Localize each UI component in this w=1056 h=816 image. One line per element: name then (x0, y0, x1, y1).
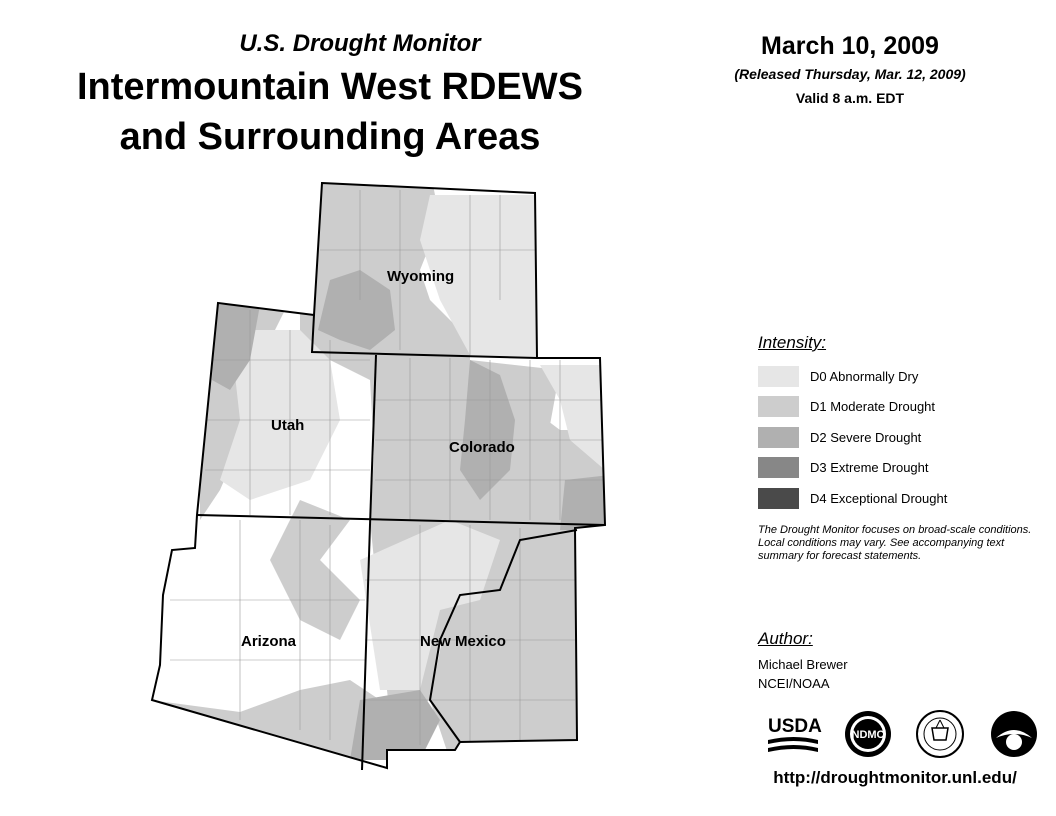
commerce-seal-logo (914, 708, 966, 760)
state-label-new-mexico: New Mexico (420, 633, 506, 650)
drought-areas (150, 170, 620, 760)
author-org: NCEI/NOAA (758, 676, 830, 691)
state-label-wyoming: Wyoming (387, 268, 455, 285)
d2-area-eastco (560, 475, 610, 530)
legend-swatch-d1 (758, 396, 799, 417)
legend-item-d2 (758, 427, 998, 449)
legend-swatch-d0 (758, 366, 799, 387)
map-supertitle: U.S. Drought Monitor (239, 30, 481, 57)
usda-logo (766, 708, 822, 760)
legend-item-d0 (758, 366, 998, 388)
legend-label-d4: D4 Exceptional Drought (810, 491, 948, 506)
source-url[interactable]: http://droughtmonitor.unl.edu/ (773, 768, 1017, 787)
legend-label-d3: D3 Extreme Drought (810, 460, 929, 475)
d1-area-center (270, 500, 360, 640)
legend-label-d0: D0 Abnormally Dry (810, 369, 919, 384)
author-heading: Author: (758, 629, 813, 648)
map-title-line2: and Surrounding Areas (119, 116, 541, 158)
usda-logo-text: USDA (768, 716, 822, 737)
legend-item-d1 (758, 396, 998, 418)
release-note: (Released Thursday, Mar. 12, 2009) (734, 66, 966, 82)
legend-label-d2: D2 Severe Drought (810, 430, 922, 445)
author-name: Michael Brewer (758, 657, 848, 672)
state-label-arizona: Arizona (241, 633, 297, 650)
ndmc-logo (842, 708, 894, 760)
state-label-utah: Utah (271, 417, 305, 434)
legend-item-d4 (758, 488, 998, 510)
state-label-colorado: Colorado (449, 439, 515, 456)
legend-swatch-d3 (758, 457, 799, 478)
legend-swatch-d2 (758, 427, 799, 448)
map-title-line1: Intermountain West RDEWS (77, 66, 583, 108)
legend-item-d3 (758, 457, 998, 479)
legend-title: Intensity: (758, 333, 827, 352)
legend-swatch-d4 (758, 488, 799, 509)
legend-label-d1: D1 Moderate Drought (810, 399, 936, 414)
ndmc-logo-text: NDMC (851, 729, 885, 741)
noaa-logo (988, 708, 1040, 760)
disclaimer-note: The Drought Monitor focuses on broad-scale conditions. Local conditions may vary. See accompanying text summary for forecast statements. (758, 524, 1032, 562)
valid-time: Valid 8 a.m. EDT (795, 90, 905, 106)
map-date: March 10, 2009 (761, 32, 939, 60)
